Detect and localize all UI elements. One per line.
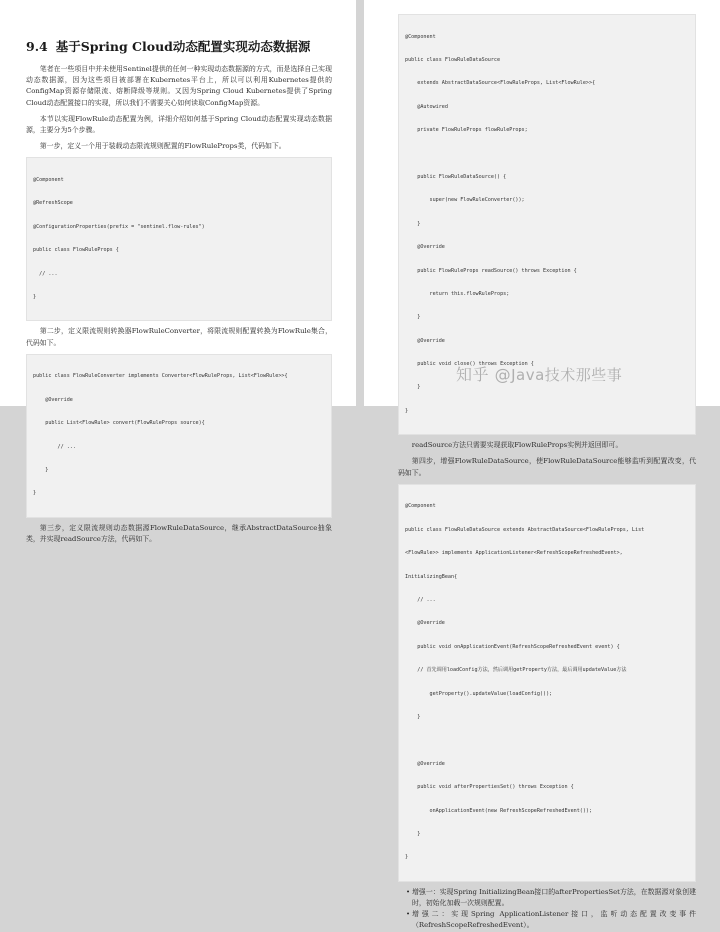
- code-line: public void afterPropertiesSet() throws Exception {: [405, 784, 574, 791]
- code-line: @ConfigurationProperties(prefix = "sentinel.flow-rules"): [33, 223, 205, 230]
- code-line: public class FlowRuleConverter implements Converter<FlowRuleProps, List<FlowRule>>{: [33, 373, 288, 380]
- left-page: [0, 0, 356, 543]
- code-line: }: [405, 830, 421, 837]
- code-line: public class FlowRuleProps {: [33, 247, 119, 254]
- code-line: @Override: [405, 337, 445, 344]
- step2-paragraph: 第二步，定义限流规则转换器FlowRuleConverter，将限流规则配置转换为FlowRule集合，代码如下。: [26, 327, 332, 347]
- code-line: }: [33, 466, 49, 473]
- code-block-flowruleprops: [26, 157, 332, 321]
- code-line: @RefreshScope: [33, 200, 73, 207]
- code-line: @Component: [405, 33, 436, 40]
- code-line: public FlowRuleProps readSource() throws Exception {: [405, 267, 577, 274]
- bullet-dot: •: [406, 910, 411, 919]
- code-line: public class FlowRuleDataSource extends AbstractDataSource<FlowRuleProps, List: [405, 526, 645, 533]
- code-line: extends AbstractDataSource<FlowRuleProps, List<FlowRule>>{: [405, 80, 596, 87]
- section-heading: [26, 37, 332, 55]
- bullet-enhancement-2: [398, 909, 696, 931]
- code-line: }: [405, 407, 409, 414]
- code-line: [405, 151, 689, 159]
- watermark-name: Java技术那些事: [511, 366, 623, 384]
- code-line: return this.flowRuleProps;: [405, 290, 510, 297]
- step1-paragraph: 第一步，定义一个用于装载动态限流规则配置的FlowRuleProps类，代码如下。: [39, 142, 286, 151]
- code-line: getProperty().updateValue(loadConfig());: [405, 690, 553, 697]
- code-line: }: [33, 490, 37, 497]
- code-line: @Override: [405, 760, 445, 767]
- intro-paragraph: 笔者在一些项目中并未使用Sentinel提供的任何一种实现动态数据源的方式，而是选择自己实现动态数据源，因为这些项目被部署在Kubernetes平台上，所以可以利用Kubernetes提供的ConfigMap资源存储限流、熔断降级等规则。又因为Spring Cloud Kubernetes提供了Spring Cloud动态配置接口的实现，所以我们不需要关心如何读取ConfigMap资源。: [26, 65, 332, 107]
- section-title: 基于Spring Cloud动态配置实现动态数据源: [55, 39, 311, 54]
- code-line: InitializingBean{: [405, 573, 458, 580]
- code-line: @Override: [405, 244, 445, 251]
- code-block-flowruleconverter: [26, 354, 332, 518]
- code-line: <FlowRule>> implements ApplicationListener<RefreshScopeRefreshedEvent>,: [405, 550, 623, 557]
- watermark-prefix: 知乎 @: [456, 365, 512, 384]
- overview-paragraph: 本节以实现FlowRule动态配置为例，详细介绍如何基于Spring Cloud动态配置实现动态数据源，主要分为5个步骤。: [26, 114, 332, 135]
- code-line: // ...: [33, 443, 76, 450]
- code-line: public void close() throws Exception {: [405, 361, 534, 368]
- code-line: // 首先调用loadConfig方法，然后调用getProperty方法，最后调用updateValue方法: [405, 667, 627, 674]
- code-line: public class FlowRuleDataSource: [405, 56, 501, 63]
- code-line: onApplicationEvent(new RefreshScopeRefreshedEvent());: [405, 807, 593, 814]
- bullet-text: 增强二：实现Spring ApplicationListener接口，监听动态配置改变事件（RefreshScopeRefreshedEvent）。: [412, 910, 696, 930]
- section-number: 9.4: [26, 39, 48, 54]
- step3-paragraph: 第三步，定义限流规则动态数据源FlowRuleDataSource，继承AbstractDataSource抽象类，并实现readSource方法，代码如下。: [26, 523, 332, 543]
- code-block-enhanced-datasource: [398, 484, 696, 882]
- code-line: public void onApplicationEvent(RefreshScopeRefreshedEvent event) {: [405, 643, 620, 650]
- bullet-text: 增强一：实现Spring InitializingBean接口的afterPropertiesSet方法，在数据源对象创建时，初始化加载一次规则配置。: [412, 887, 696, 907]
- code-line: // ...: [405, 597, 436, 603]
- code-line: }: [405, 314, 421, 321]
- code-line: public FlowRuleDataSource() {: [405, 173, 507, 180]
- code-line: }: [405, 384, 421, 391]
- bullet-enhancement-1: [398, 887, 696, 909]
- code-line: super(new FlowRuleConverter());: [405, 197, 525, 204]
- code-line: private FlowRuleProps flowRuleProps;: [405, 127, 528, 134]
- zhihu-watermark: [456, 362, 622, 385]
- code-line: @Autowired: [405, 103, 448, 110]
- code-line: [405, 737, 689, 745]
- code-line: public List<FlowRule> convert(FlowRuleProps source){: [33, 420, 205, 427]
- code-line: @Component: [405, 503, 436, 510]
- code-line: }: [405, 854, 409, 861]
- code-line: }: [405, 220, 421, 227]
- right-page: [364, 0, 720, 930]
- code-line: }: [33, 293, 37, 300]
- readsource-note: readSource方法只需要实现获取FlowRuleProps实例并返回即可。: [411, 441, 623, 450]
- bullet-dot: •: [406, 887, 411, 896]
- code-line: @Override: [33, 396, 73, 403]
- code-line: @Override: [405, 620, 445, 627]
- code-line: }: [405, 713, 421, 720]
- step4-paragraph: 第四步，增强FlowRuleDataSource，使FlowRuleDataSource能够监听到配置改变，代码如下。: [398, 457, 696, 477]
- code-line: // ...: [33, 270, 58, 277]
- code-line: @Component: [33, 177, 64, 184]
